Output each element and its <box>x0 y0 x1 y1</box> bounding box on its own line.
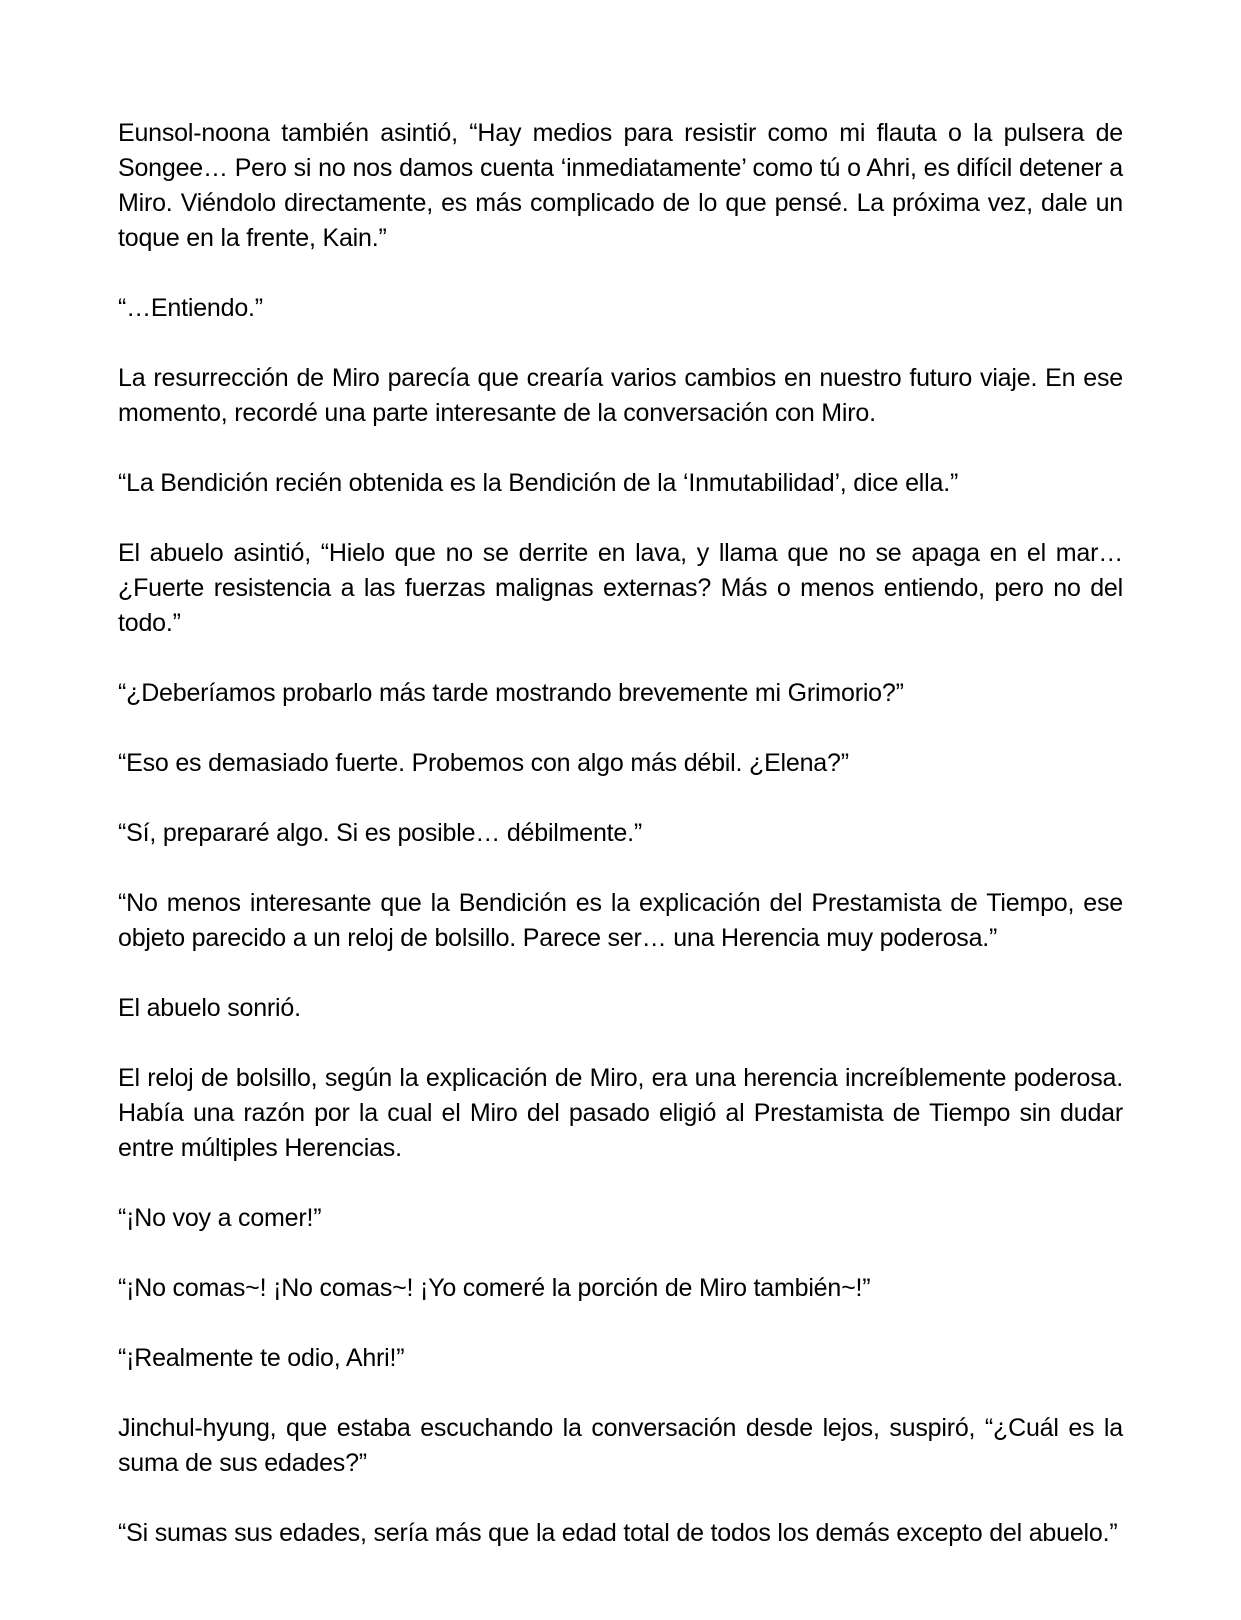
paragraph-11: El reloj de bolsillo, según la explicación de Miro, era una herencia increíblemente poderosa. Había una razón por la cual el Miro del pasado eligió al Prestamista de Tiempo sin dudar entre múltiples Herencias. <box>118 1064 1123 1162</box>
paragraph-2: “…Entiendo.” <box>118 294 263 322</box>
paragraph-9: “No menos interesante que la Bendición es la explicación del Prestamista de Tiempo, ese objeto parecido a un reloj de bolsillo. Parece ser… una Herencia muy poderosa.” <box>118 889 1123 952</box>
paragraph-13: “¡No comas~! ¡No comas~! ¡Yo comeré la porción de Miro también~!” <box>118 1274 871 1302</box>
paragraph-6: “¿Deberíamos probarlo más tarde mostrando brevemente mi Grimorio?” <box>118 679 904 707</box>
paragraph-12: “¡No voy a comer!” <box>118 1204 322 1232</box>
paragraph-4: “La Bendición recién obtenida es la Bendición de la ‘Inmutabilidad’, dice ella.” <box>118 469 959 497</box>
document-body <box>118 116 1123 1551</box>
paragraph-3: La resurrección de Miro parecía que crearía varios cambios en nuestro futuro viaje. En ese momento, recordé una parte interesante de la conversación con Miro. <box>118 364 1123 427</box>
paragraph-10: El abuelo sonrió. <box>118 994 301 1022</box>
paragraph-14: “¡Realmente te odio, Ahri!” <box>118 1344 405 1372</box>
paragraph-8: “Sí, prepararé algo. Si es posible… débilmente.” <box>118 819 643 847</box>
paragraph-5: El abuelo asintió, “Hielo que no se derrite en lava, y llama que no se apaga en el mar… ¿Fuerte resistencia a las fuerzas malignas externas? Más o menos entiendo, pero no del todo.” <box>118 539 1123 637</box>
paragraph-16: “Si sumas sus edades, sería más que la edad total de todos los demás excepto del abuelo.” <box>118 1519 1118 1547</box>
paragraph-7: “Eso es demasiado fuerte. Probemos con algo más débil. ¿Elena?” <box>118 749 849 777</box>
paragraph-1: Eunsol-noona también asintió, “Hay medios para resistir como mi flauta o la pulsera de Songee… Pero si no nos damos cuenta ‘inmediatamente’ como tú o Ahri, es difícil detener a Miro. Viéndolo directamente, es más complicado de lo que pensé. La próxima vez, dale un toque en la frente, Kain.” <box>118 119 1123 252</box>
paragraph-15: Jinchul-hyung, que estaba escuchando la conversación desde lejos, suspiró, “¿Cuál es la suma de sus edades?” <box>118 1414 1123 1477</box>
